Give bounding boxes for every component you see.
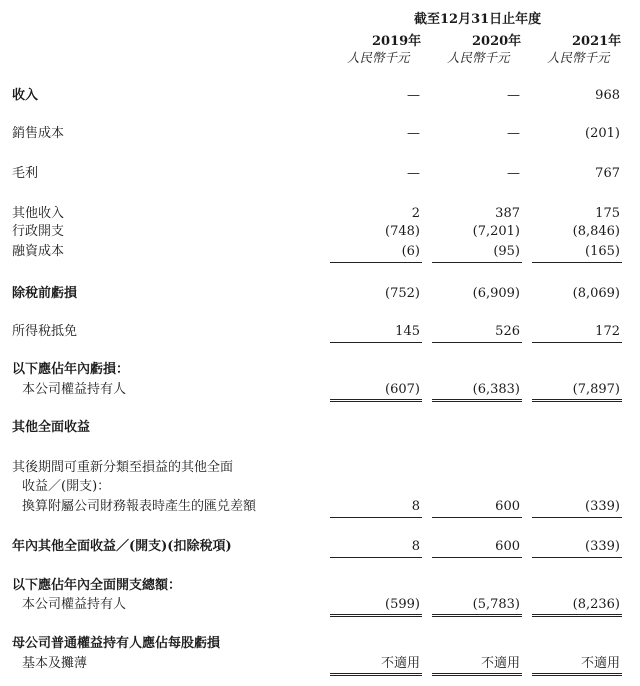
rule-line bbox=[432, 262, 522, 263]
value-2020: — bbox=[507, 126, 520, 141]
table-row-eps-heading bbox=[0, 634, 640, 654]
row-label: 毛利 bbox=[12, 166, 39, 181]
table-row-exchange-differences bbox=[0, 497, 640, 517]
table-row-revenue bbox=[0, 86, 640, 106]
row-label: 本公司權益持有人 bbox=[22, 382, 127, 397]
unit-2021-header: 人民幣千元 bbox=[547, 50, 610, 65]
row-label: 年內其他全面收益／(開支)(扣除稅項) bbox=[12, 539, 232, 554]
period-header: 截至12月31日止年度 bbox=[414, 12, 542, 27]
double-rule-line bbox=[432, 399, 522, 402]
double-rule-line bbox=[330, 399, 422, 402]
rule-line bbox=[532, 517, 622, 518]
value-2020: (6,383) bbox=[472, 382, 520, 397]
table-row-total-comprehensive-heading bbox=[0, 576, 640, 596]
row-label: 行政開支 bbox=[12, 224, 65, 239]
value-2019: 8 bbox=[411, 499, 420, 514]
year-2019-header: 2019年 bbox=[372, 34, 422, 49]
row-label: 其他全面收益 bbox=[12, 420, 91, 435]
table-row-equity-holders-loss bbox=[0, 380, 640, 400]
value-2021: (8,236) bbox=[572, 597, 620, 612]
value-2020: (95) bbox=[493, 244, 520, 259]
row-label: 本公司權益持有人 bbox=[22, 597, 127, 612]
table-row-reclassifiable-heading bbox=[0, 458, 640, 478]
table-row-oci-heading bbox=[0, 418, 640, 438]
rule-line bbox=[532, 557, 622, 558]
table-row-finance-costs bbox=[0, 242, 640, 262]
value-2021: 767 bbox=[595, 166, 620, 181]
double-rule-line bbox=[432, 614, 522, 617]
table-row-equity-holders-total bbox=[0, 595, 640, 615]
value-2019: 145 bbox=[395, 324, 420, 339]
rule-line bbox=[330, 342, 422, 343]
value-2019: (607) bbox=[385, 382, 420, 397]
table-row-other-income bbox=[0, 204, 640, 224]
table-row-loss-before-tax bbox=[0, 284, 640, 304]
row-label: 收益／(開支)： bbox=[22, 479, 111, 494]
value-2021: 968 bbox=[595, 88, 620, 103]
row-label: 以下應佔年內虧損： bbox=[12, 362, 130, 377]
table-row-loss-attributable-heading bbox=[0, 360, 640, 380]
value-2019: — bbox=[407, 88, 420, 103]
table-row-gross-profit bbox=[0, 164, 640, 184]
double-rule-line bbox=[432, 673, 522, 676]
value-2020: 526 bbox=[495, 324, 520, 339]
table-row-basic-diluted bbox=[0, 654, 640, 674]
table-row-cost-of-sales bbox=[0, 124, 640, 144]
value-2021: (339) bbox=[585, 499, 620, 514]
row-label: 以下應佔年內全面開支總額： bbox=[12, 578, 182, 593]
row-label: 除稅前虧損 bbox=[12, 286, 78, 301]
value-2019: 8 bbox=[411, 539, 420, 554]
row-label: 所得稅抵免 bbox=[12, 324, 78, 339]
row-label: 其後期間可重新分類至損益的其他全面 bbox=[12, 460, 234, 475]
row-label: 母公司普通權益持有人應佔每股虧損 bbox=[12, 636, 221, 651]
unit-2020-header: 人民幣千元 bbox=[447, 50, 510, 65]
value-2020: 600 bbox=[495, 499, 520, 514]
value-2019: 不適用 bbox=[380, 656, 420, 671]
value-2019: (6) bbox=[401, 244, 420, 259]
year-2020-header: 2020年 bbox=[472, 34, 522, 49]
value-2020: — bbox=[507, 166, 520, 181]
rule-line bbox=[532, 342, 622, 343]
double-rule-line bbox=[532, 673, 622, 676]
row-label: 收入 bbox=[12, 88, 39, 103]
value-2020: 600 bbox=[495, 539, 520, 554]
value-2020: 不適用 bbox=[480, 656, 520, 671]
value-2021: 175 bbox=[595, 206, 620, 221]
value-2021: (201) bbox=[585, 126, 620, 141]
value-2021: 172 bbox=[595, 324, 620, 339]
double-rule-line bbox=[330, 673, 422, 676]
value-2019: 2 bbox=[411, 206, 420, 221]
value-2019: — bbox=[407, 166, 420, 181]
table-row-oci-for-year bbox=[0, 537, 640, 557]
row-label: 其他收入 bbox=[12, 206, 65, 221]
table-row-admin-expenses bbox=[0, 222, 640, 242]
row-label: 換算附屬公司財務報表時產生的匯兑差額 bbox=[22, 499, 257, 514]
double-rule-line bbox=[532, 614, 622, 617]
year-2021-header: 2021年 bbox=[572, 34, 622, 49]
table-row-reclassifiable-heading-cont bbox=[0, 477, 640, 497]
rule-line bbox=[432, 517, 522, 518]
value-2021: (339) bbox=[585, 539, 620, 554]
rule-line bbox=[432, 342, 522, 343]
value-2020: (7,201) bbox=[472, 224, 520, 239]
value-2021: (8,069) bbox=[572, 286, 620, 301]
row-label: 基本及攤薄 bbox=[22, 656, 88, 671]
value-2021: (165) bbox=[585, 244, 620, 259]
rule-line bbox=[330, 557, 422, 558]
value-2021: 不適用 bbox=[580, 656, 620, 671]
row-label: 融資成本 bbox=[12, 244, 65, 259]
value-2019: (599) bbox=[385, 597, 420, 612]
double-rule-line bbox=[330, 614, 422, 617]
rule-line bbox=[432, 557, 522, 558]
value-2021: (7,897) bbox=[572, 382, 620, 397]
value-2020: — bbox=[507, 88, 520, 103]
rule-line bbox=[330, 262, 422, 263]
value-2019: (752) bbox=[385, 286, 420, 301]
value-2021: (8,846) bbox=[572, 224, 620, 239]
value-2020: (6,909) bbox=[472, 286, 520, 301]
rule-line bbox=[532, 262, 622, 263]
table-row-income-tax-credit bbox=[0, 322, 640, 342]
value-2020: (5,783) bbox=[472, 597, 520, 612]
value-2019: (748) bbox=[385, 224, 420, 239]
unit-2019-header: 人民幣千元 bbox=[347, 50, 410, 65]
value-2019: — bbox=[407, 126, 420, 141]
row-label: 銷售成本 bbox=[12, 126, 65, 141]
rule-line bbox=[330, 517, 422, 518]
double-rule-line bbox=[532, 399, 622, 402]
value-2020: 387 bbox=[495, 206, 520, 221]
